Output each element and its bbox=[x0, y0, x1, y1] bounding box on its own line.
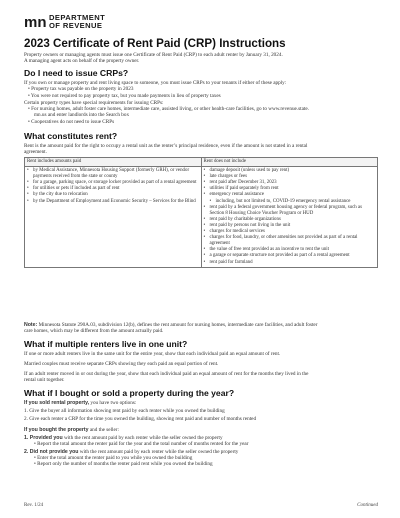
sub-list-item: • including, but not limited to, COVID-19 emergency rental assistance bbox=[204, 199, 376, 205]
paragraph: If you bought the property and the seller: bbox=[24, 427, 119, 433]
rent-table bbox=[24, 157, 378, 268]
list-item: • Report the total amount the renter paid for the year and the total number of months rented for the year bbox=[34, 441, 249, 447]
list-item: 1. Provided you with the rent amount paid by each renter while the seller owned the property bbox=[24, 435, 223, 441]
paragraph: agreement. bbox=[24, 149, 47, 155]
list-item: • rent paid by charitable organizations bbox=[204, 217, 376, 223]
list-item: • charges for medical services bbox=[204, 229, 376, 235]
section-heading-rent: What constitutes rent? bbox=[24, 131, 118, 141]
paragraph: rental unit together. bbox=[24, 377, 65, 383]
page-title: 2023 Certificate of Rent Paid (CRP) Instructions bbox=[24, 37, 286, 50]
list-item: • Property tax was payable on the property in 2023 bbox=[28, 86, 134, 92]
continued-label: Continued bbox=[357, 503, 378, 508]
list-item: • late charges or fees bbox=[204, 174, 376, 180]
list-item: • Report only the number of months the renter paid rent while you owned the building bbox=[34, 461, 213, 467]
paragraph: If you own or manage property and rent living space to someone, you must issue CRPs to your tenants if either of these apply: bbox=[24, 80, 287, 86]
list-item: • the value of free rent provided as an incentive to rent the unit bbox=[204, 247, 376, 253]
intro-line: A managing agent acts on behalf of the property owner. bbox=[24, 58, 140, 64]
paragraph: If one or more adult renters live in the same unit for the entire year, show that each individual paid an equal amount of rent. bbox=[24, 351, 281, 357]
paragraph: Rent is the amount paid for the right to occupy a rental unit as the renter’s principal residence, even if the amount is not stated in a rental bbox=[24, 143, 308, 149]
revision-label: Rev. 1/24 bbox=[24, 503, 44, 508]
list-item: • damage deposit (unless used to pay rent) bbox=[204, 168, 376, 174]
note: care homes, which may be different from the amount actually paid. bbox=[24, 328, 164, 334]
list-item: • Cooperatives do not need to issue CRPs bbox=[28, 119, 115, 125]
section-heading-multiple: What if multiple renters live in one unit? bbox=[24, 339, 188, 349]
mn-logo-icon bbox=[24, 15, 46, 29]
list-item: • by the Department of Employment and Economic Security – Services for the Blind bbox=[27, 199, 199, 205]
department-logo bbox=[24, 14, 105, 30]
table-header: Rent includes amounts paid bbox=[25, 158, 202, 167]
list-item: • rent paid by a federal government housing agency or federal program, such as Section 8 Housing Choice Voucher Program or HUD bbox=[204, 205, 376, 217]
paragraph: If you sold rental property, you have two options: bbox=[24, 400, 137, 406]
list-item: 2. Did not provide you with the rent amount paid by each renter while the seller owned the property bbox=[24, 449, 239, 455]
section-heading-sold: What if I bought or sold a property during the year? bbox=[24, 388, 235, 398]
list-item: • rent paid for farmland bbox=[204, 260, 376, 266]
intro-line: Property owners or managing agents must issue one Certificate of Rent Paid (CRP) to each adult renter by January 31, 2024. bbox=[24, 52, 283, 58]
list-item: • for a garage, parking space, or storage locker provided as part of a rental agreement bbox=[27, 180, 199, 186]
list-item: • for utilities or pets if included as part of rent bbox=[27, 186, 199, 192]
list-item-continued: mn.us and enter landlords into the Search box bbox=[34, 112, 130, 118]
list-item: • rent paid by persons not living in the unit bbox=[204, 223, 376, 229]
list-item: • by Medical Assistance, Minnesota Housing Support (formerly GRH), or vendor payments received from the state or county bbox=[27, 168, 199, 180]
table-row bbox=[25, 167, 378, 268]
table-header: Rent does not include bbox=[201, 158, 378, 167]
list-item: • utilities if paid separately from rent bbox=[204, 186, 376, 192]
table-header-row bbox=[25, 158, 378, 167]
svg-text:mn: mn bbox=[24, 15, 46, 29]
list-item: • For nursing homes, adult foster care homes, intermediate care, assisted living, or other health-care facilities, go to www.revenue.state. bbox=[28, 106, 309, 112]
list-item: 2. Give each renter a CRP for the time you owned the building, showing rent paid and number of months rented bbox=[24, 416, 257, 422]
includes-cell bbox=[25, 167, 202, 268]
list-item: • emergency rental assistance bbox=[204, 192, 376, 198]
section-heading-issue: Do I need to issue CRPs? bbox=[24, 68, 129, 78]
list-item: • by the city due to relocation bbox=[27, 192, 199, 198]
list-item: • You were not required to pay property tax, but you made payments in lieu of property taxes bbox=[28, 93, 221, 99]
note: Note: Minnesota Statute 290A.03, subdivision 12(b), defines the rent amount for nursing homes, intermediate care facilities, and adult foster bbox=[24, 322, 318, 328]
paragraph: If an adult renter moved in or out during the year, show that each individual paid an equal amount of rent for the months they lived in the bbox=[24, 371, 309, 377]
list-item: • Enter the total amount the renter paid to you while you owned the building bbox=[34, 455, 193, 461]
paragraph: Certain property types have special requirements for issuing CRPs: bbox=[24, 100, 164, 106]
excludes-cell bbox=[201, 167, 378, 268]
list-item: 1. Give the buyer all information showing rent paid by each renter while you owned the building bbox=[24, 408, 225, 414]
paragraph: Married couples must receive separate CRPs showing they each paid an equal portion of rent. bbox=[24, 361, 219, 367]
list-item: • rent paid after December 31, 2023 bbox=[204, 180, 376, 186]
logo-text: DEPARTMENT OF REVENUE bbox=[49, 13, 106, 30]
list-item: • a garage or separate structure not provided as part of a rental agreement bbox=[204, 253, 376, 259]
list-item: • charges for food, laundry, or other amenities not provided as part of a rental agreement bbox=[204, 235, 376, 247]
